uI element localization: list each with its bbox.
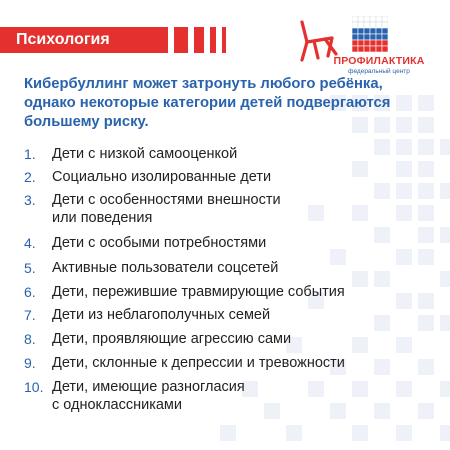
list-item-text: Социально изолированные дети <box>52 169 272 185</box>
list-item-text: Дети, склонные к депрессии и тревожности <box>52 355 345 371</box>
list-item-number: 10. <box>24 379 44 395</box>
list-item-text: Дети с низкой самооценкой <box>52 146 238 162</box>
list-item-text: Дети с особыми потребностями <box>52 235 267 251</box>
brand-subtitle: федеральный центр <box>348 68 410 75</box>
list-item-text: Дети с особенностями внешности или поведения <box>52 192 281 226</box>
list-item-text: Дети, имеющие разногласия с одноклассниками <box>52 379 245 413</box>
list-item-text: Дети, проявляющие агрессию сами <box>52 331 292 347</box>
intro-text: Кибербуллинг может затронуть любого ребёнка, однако некоторые категории детей подвергаются большему риску. <box>24 76 391 130</box>
list-item-text: Дети из неблагополучных семей <box>52 307 271 323</box>
list-item-number: 8. <box>24 331 36 347</box>
section-badge: Психология <box>0 27 168 53</box>
list-item-text: Активные пользователи соцсетей <box>52 260 279 276</box>
list-item-number: 2. <box>24 169 36 185</box>
list-item-number: 9. <box>24 355 36 371</box>
list-item-number: 3. <box>24 192 36 208</box>
list-item-number: 7. <box>24 307 36 323</box>
list-item-number: 4. <box>24 235 36 251</box>
list-item-number: 6. <box>24 284 36 300</box>
list-item-number: 5. <box>24 260 36 276</box>
list-item-text: Дети, пережившие травмирующие события <box>52 284 345 300</box>
list-item-number: 1. <box>24 146 36 162</box>
brand-name: ПРОФИЛАКТИКА <box>333 55 425 67</box>
